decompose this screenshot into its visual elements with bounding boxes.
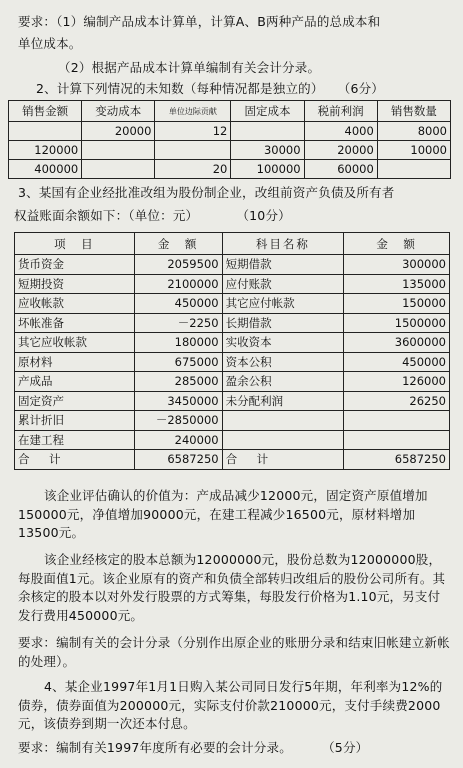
question-3-unit: 权益账面余额如下：（单位：元）	[14, 208, 199, 223]
table-row	[15, 313, 450, 333]
question-3-line-1: 3、某国有企业经批准改组为股份制企业，改组前资产负债及所有者	[18, 185, 395, 200]
requirement-question-4	[18, 740, 368, 756]
cell	[231, 122, 304, 141]
cell	[344, 411, 450, 431]
col-unit-margin: 单位边际贡献	[155, 101, 231, 122]
requirement-question-4-text: 要求：编制有关1997年度所有必要的会计分录。	[18, 740, 292, 755]
paragraph-requirement-3: 要求：编制有关的会计分录（分别作出原企业的账册分录和结束旧帐建立新帐的处理）。	[18, 635, 450, 669]
cell	[222, 411, 344, 431]
cell: 实收资本	[222, 333, 344, 353]
cell: 盈余公积	[222, 372, 344, 392]
table-row	[15, 430, 450, 450]
cell: 短期借款	[222, 255, 344, 275]
col-pretax-profit: 税前利润	[304, 101, 377, 122]
table-row	[15, 255, 450, 275]
cell: 240000	[134, 430, 222, 450]
cell: 4000	[304, 122, 377, 141]
col-fixed-cost: 固定成本	[231, 101, 304, 122]
col-sales-quantity: 销售数量	[377, 101, 450, 122]
table-row	[15, 294, 450, 314]
cell: 合 计	[222, 450, 344, 470]
cell: 126000	[344, 372, 450, 392]
cell: 100000	[231, 160, 304, 179]
cell: 累计折旧	[15, 411, 135, 431]
table-header-row	[15, 233, 450, 255]
cell	[82, 160, 155, 179]
cell: 450000	[344, 352, 450, 372]
cell	[155, 141, 231, 160]
table-row	[15, 372, 450, 392]
cell: 26250	[344, 391, 450, 411]
cell: 180000	[134, 333, 222, 353]
cell: 150000	[344, 294, 450, 314]
cell: 2100000	[134, 274, 222, 294]
table-row	[15, 411, 450, 431]
cell: 其它应付帐款	[222, 294, 344, 314]
cell: 20000	[304, 141, 377, 160]
cell: 6587250	[344, 450, 450, 470]
table-row	[15, 352, 450, 372]
cell: 12	[155, 122, 231, 141]
col-account-name: 科目名称	[222, 233, 344, 255]
cell: 产成品	[15, 372, 135, 392]
cell	[344, 430, 450, 450]
requirement-line-1-cont: 单位成本。	[18, 36, 82, 51]
cell: 2059500	[134, 255, 222, 275]
table-header-row	[9, 101, 451, 122]
question-2-score: （6分）	[337, 81, 385, 96]
paragraph-valuation: 该企业评估确认的价值为：产成品减少12000元，固定资产原值增加150000元，净值增加90000元，在建工程减少16500元，原材料增加13500元。	[18, 488, 428, 540]
cell: 400000	[9, 160, 82, 179]
cell: 450000	[134, 294, 222, 314]
requirement-line-2: （2）根据产品成本计算单编制有关会计分录。	[58, 60, 321, 75]
cell: 合 计	[15, 450, 135, 470]
cell: 长期借款	[222, 313, 344, 333]
question-2-text: 2、计算下列情况的未知数（每种情况都是独立的）	[36, 81, 324, 96]
question-4-score: （5分）	[322, 740, 369, 755]
cell: 未分配利润	[222, 391, 344, 411]
cell	[9, 122, 82, 141]
table-row	[15, 391, 450, 411]
cell: 300000	[344, 255, 450, 275]
table-row	[15, 333, 450, 353]
paragraph-question-4: 4、某企业1997年1月1日购入某公司同日发行5年期，年利率为12%的债券，债券面值为200000元，实际支付价款210000元，支付手续费2000元，该债券到期一次还本付息。	[18, 679, 443, 731]
cell: 原材料	[15, 352, 135, 372]
cell: －2850000	[134, 411, 222, 431]
cell: 资本公积	[222, 352, 344, 372]
col-variable-cost: 变动成本	[82, 101, 155, 122]
cell: 60000	[304, 160, 377, 179]
table-row	[9, 141, 451, 160]
table-row	[15, 450, 450, 470]
unknowns-table	[8, 100, 451, 179]
cell: 3600000	[344, 333, 450, 353]
cell: 285000	[134, 372, 222, 392]
cell: 6587250	[134, 450, 222, 470]
paragraph-share-capital: 该企业经核定的股本总额为12000000元，股份总数为12000000股，每股面值1元。该企业原有的资产和负债全部转归改组后的股份公司所有。其余核定的股本以对外发行股票的方式筹集，每股发行价格为1.10元，另支付发行费用450000元。	[18, 552, 446, 623]
cell: 其它应收帐款	[15, 333, 135, 353]
cell: 在建工程	[15, 430, 135, 450]
cell: 固定资产	[15, 391, 135, 411]
cell: 135000	[344, 274, 450, 294]
cell: －2250	[134, 313, 222, 333]
cell: 10000	[377, 141, 450, 160]
cell: 货币资金	[15, 255, 135, 275]
cell: 20000	[82, 122, 155, 141]
cell: 1500000	[344, 313, 450, 333]
cell	[222, 430, 344, 450]
requirement-line-1: 要求：（1）编制产品成本计算单，计算A、B两种产品的总成本和	[18, 14, 381, 29]
cell: 坏帐准备	[15, 313, 135, 333]
cell: 20	[155, 160, 231, 179]
col-sales-amount: 销售金额	[9, 101, 82, 122]
question-3-line-2	[14, 208, 291, 224]
table-row	[15, 274, 450, 294]
question-3-score: （10分）	[236, 208, 291, 223]
question-2-title	[36, 81, 384, 97]
cell: 应收帐款	[15, 294, 135, 314]
table-row	[9, 122, 451, 141]
table-row	[9, 160, 451, 179]
col-amount-2: 金 额	[344, 233, 450, 255]
cell: 120000	[9, 141, 82, 160]
cell: 短期投资	[15, 274, 135, 294]
cell: 30000	[231, 141, 304, 160]
balance-table	[14, 232, 450, 470]
cell	[377, 160, 450, 179]
cell: 8000	[377, 122, 450, 141]
cell: 应付账款	[222, 274, 344, 294]
cell	[82, 141, 155, 160]
cell: 675000	[134, 352, 222, 372]
col-item: 项 目	[15, 233, 135, 255]
cell: 3450000	[134, 391, 222, 411]
col-amount: 金 额	[134, 233, 222, 255]
